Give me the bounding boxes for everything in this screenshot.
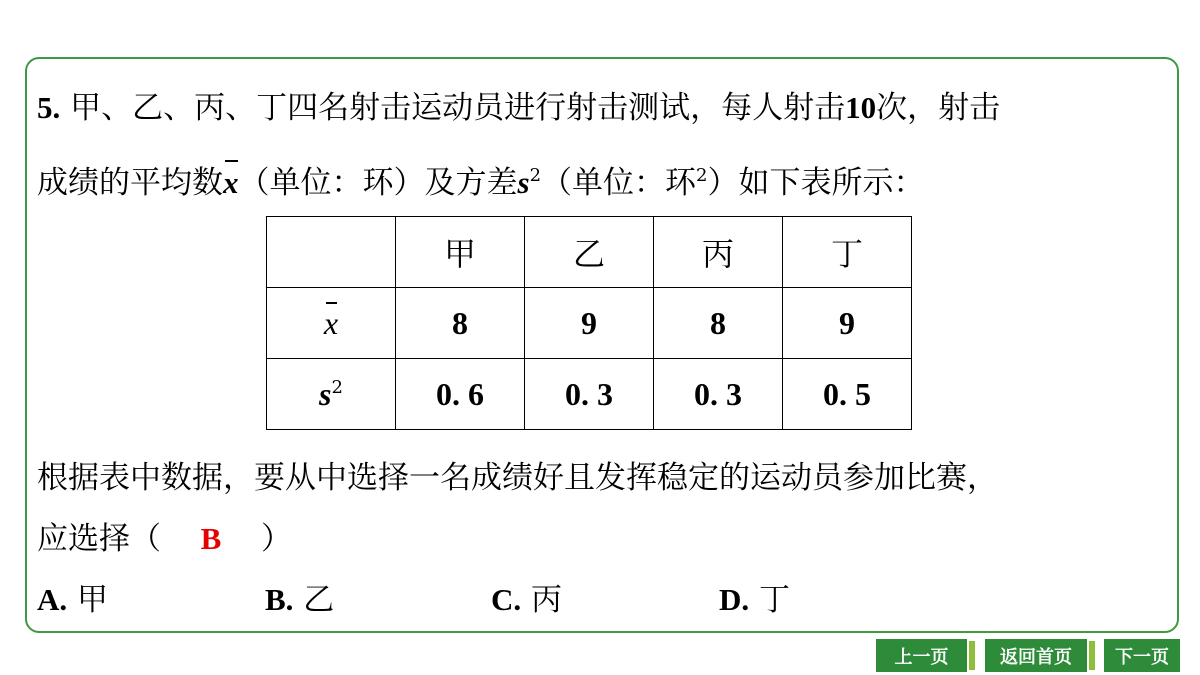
question-line-1-text: 甲、乙、丙、丁四名射击运动员进行射击测试，每人射击 <box>70 90 846 126</box>
variance-symbol: s <box>517 165 530 200</box>
answer-close: ） <box>261 521 292 557</box>
number-dot: . <box>52 90 61 125</box>
mean-symbol: x <box>223 163 239 203</box>
table-cell: 0. 6 <box>396 359 525 430</box>
option-letter: C. <box>491 582 522 617</box>
table-cell: 0. 5 <box>783 359 912 430</box>
option-text: 丁 <box>759 582 790 618</box>
nav-separator <box>1089 641 1095 670</box>
option-d <box>719 580 790 620</box>
prev-page-button[interactable]: 上一页 <box>876 639 967 672</box>
option-letter: D. <box>719 582 750 617</box>
table-corner-cell <box>267 217 396 288</box>
table-cell: 0. 3 <box>525 359 654 430</box>
question-line-3: 根据表中数据，要从中选择一名成绩好且发挥稳定的运动员参加比赛， <box>37 460 998 496</box>
answer-value: B <box>200 521 222 556</box>
option-text: 丙 <box>531 582 562 618</box>
answer-prompt: 应选择（ <box>37 521 161 557</box>
question-line-4 <box>37 519 292 559</box>
question-line-2-mid2: （单位：环 <box>541 165 697 201</box>
unit-superscript: 2 <box>696 165 708 186</box>
table-row-mean <box>267 288 912 359</box>
question-line-1 <box>37 88 1000 128</box>
row-label-mean <box>267 288 396 359</box>
option-letter: A. <box>37 582 68 617</box>
option-letter: B. <box>265 582 294 617</box>
option-text: 甲 <box>77 582 108 618</box>
question-line-2 <box>37 163 924 203</box>
table-row-variance <box>267 359 912 430</box>
table-header-row <box>267 217 912 288</box>
table-header-cell: 丁 <box>783 217 912 288</box>
option-a <box>37 580 108 620</box>
shot-count: 10 <box>845 90 877 125</box>
mean-row-symbol: x <box>323 305 339 341</box>
variance-superscript: 2 <box>529 165 542 186</box>
row-label-variance <box>267 359 396 430</box>
nav-separator <box>969 641 975 670</box>
question-line-2-mid: （单位：环）及方差 <box>238 165 518 201</box>
variance-row-symbol: s <box>319 376 332 412</box>
table-cell: 9 <box>525 288 654 359</box>
table-header-cell: 丙 <box>654 217 783 288</box>
option-c <box>491 580 562 620</box>
home-button[interactable]: 返回首页 <box>985 639 1087 672</box>
option-text: 乙 <box>303 582 335 618</box>
variance-row-superscript: 2 <box>331 377 343 398</box>
table-cell: 8 <box>396 288 525 359</box>
table-header-cell: 甲 <box>396 217 525 288</box>
question-number: 5 <box>37 90 53 125</box>
next-page-button[interactable]: 下一页 <box>1104 639 1180 672</box>
table-cell: 9 <box>783 288 912 359</box>
data-table <box>266 216 912 430</box>
table-cell: 8 <box>654 288 783 359</box>
table-header-cell: 乙 <box>525 217 654 288</box>
question-line-1-tail: 次，射击 <box>876 90 1001 126</box>
question-line-2-tail: ）如下表所示： <box>707 165 925 201</box>
question-line-2-prefix: 成绩的平均数 <box>37 165 223 201</box>
option-b <box>265 580 334 620</box>
table-cell: 0. 3 <box>654 359 783 430</box>
